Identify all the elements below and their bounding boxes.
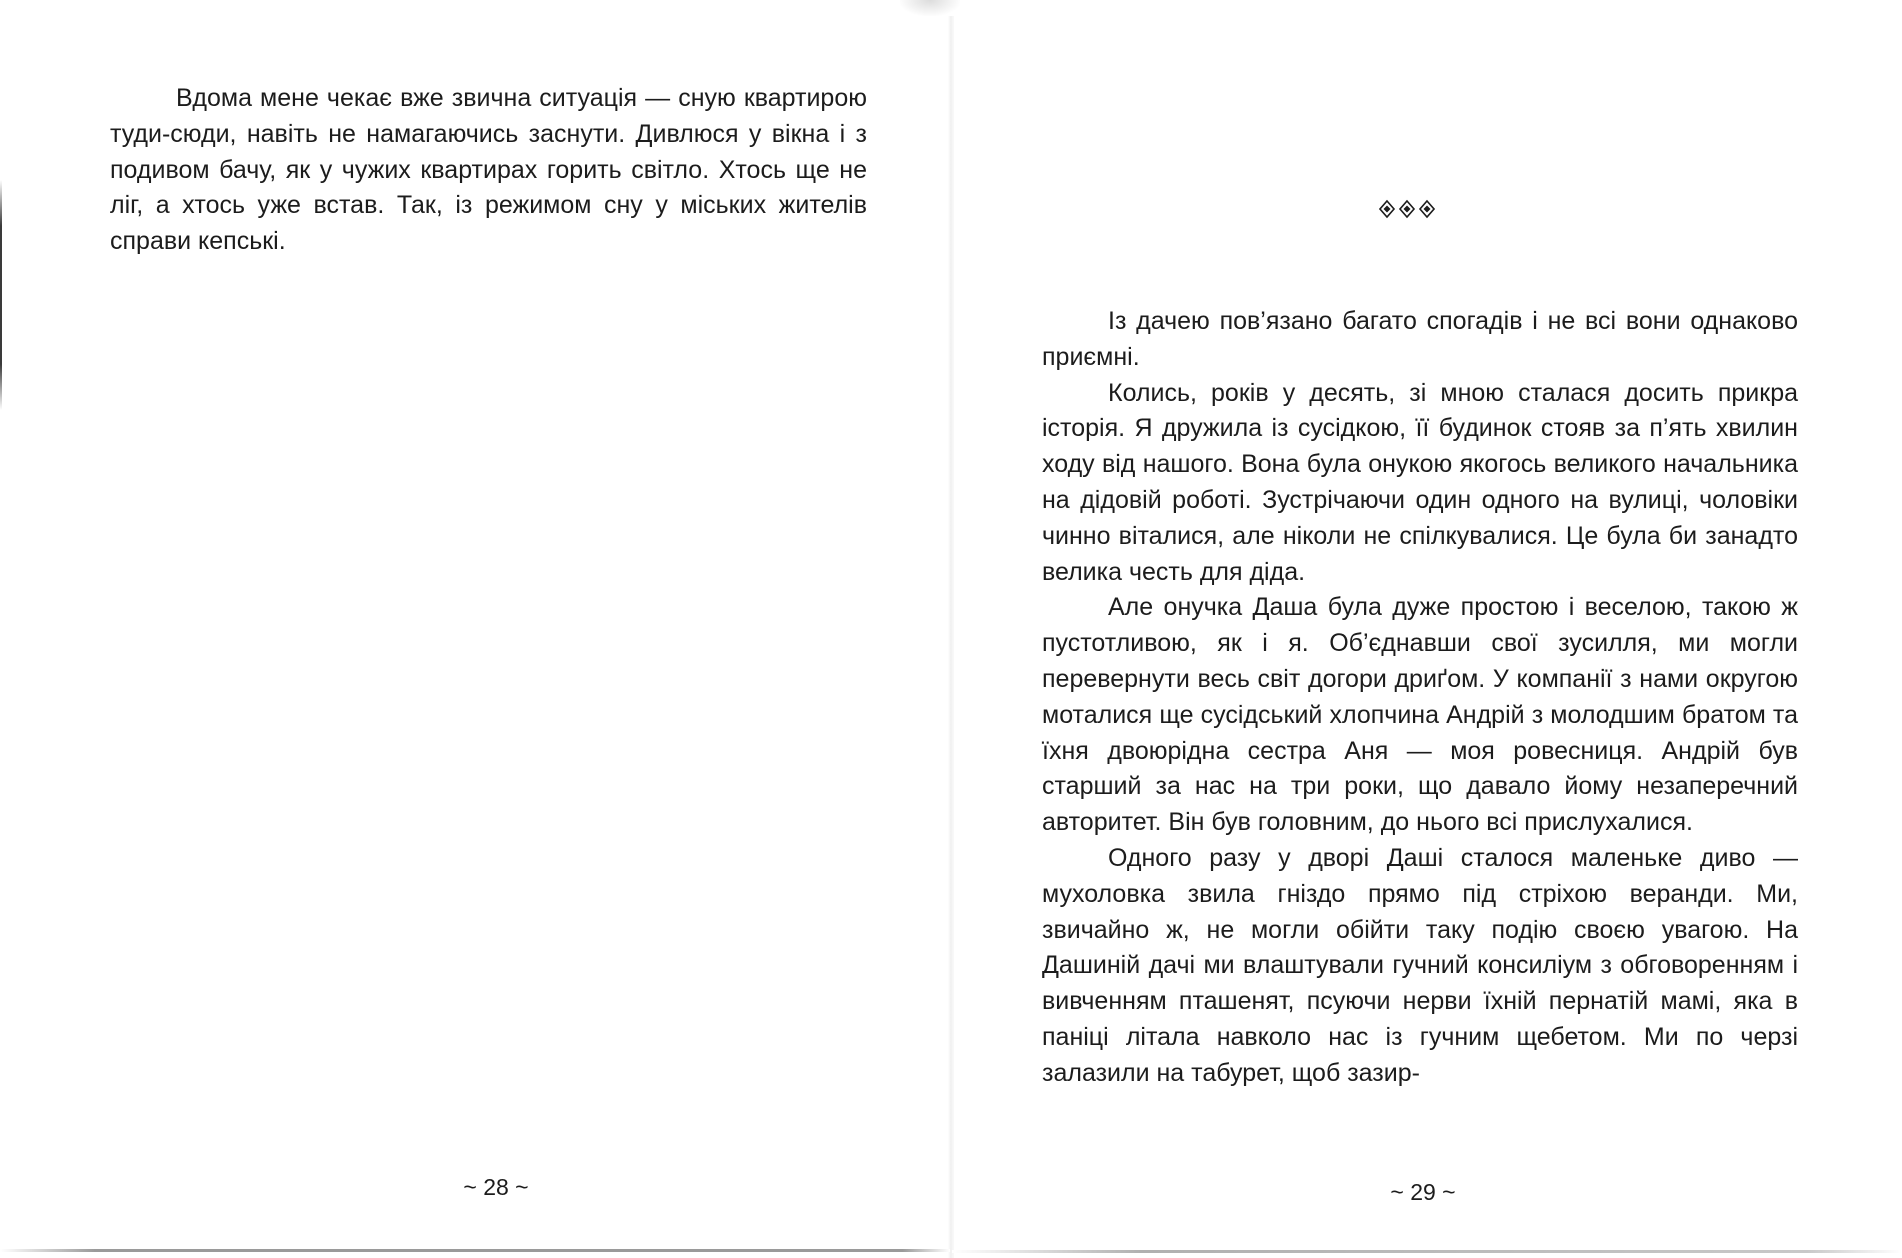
- gutter-shadow: [900, 0, 960, 16]
- paragraph: Але онучка Даша була дуже простою і веселою, такою ж пустотливою, як і я. Об’єднавши свої зусилля, ми могли перевернути весь світ догори дриґом. У компанії з нами округою моталися ще сусідський хлопчина Андрій з молодшим братом та їхня двоюрідна сестра Аня — моя ровесниця. Андрій був старший за нас на три роки, що давало йому незаперечний авторитет. Він був головним, до нього всі прислухалися.: [1042, 593, 1798, 837]
- page-number-left: ~ 28 ~: [463, 1174, 529, 1200]
- left-page-edge: [0, 180, 2, 410]
- bottom-edge-right: [952, 1250, 1902, 1253]
- paragraph: Одного разу у дворі Даші сталося маленьке диво — мухоловка звила гніздо прямо під стріхою веранди. Ми, звичайно ж, не могли обійти таку подію своєю увагою. На Дашиній дачі ми влаштували гучний консиліум з обговоренням і вивченням пташенят, псуючи нерви їхній пернатій мамі, яка в паніці літала навколо нас із гучним щебетом. Ми по черзі залазили на табурет, щоб зазир-: [1042, 843, 1798, 1087]
- left-page-text: [110, 81, 867, 260]
- left-page: [0, 0, 950, 1258]
- page-number-right: ~ 29 ~: [1390, 1179, 1456, 1205]
- paragraph: Вдома мене чекає вже звична ситуація — сную квартирою туди-сюди, навіть не намагаючись заснути. Дивлюся у вікна і з подивом бачу, як у чужих квартирах горить світло. Хтось ще не ліг, а хтось уже встав. Так, із режимом сну у міських жителів справи кепські.: [110, 84, 867, 256]
- paragraph: Із дачею пов’язано багато спогадів і не всі вони однаково приємні.: [1042, 307, 1798, 371]
- right-page: [952, 0, 1902, 1258]
- right-page-text: [1042, 304, 1798, 1092]
- paragraph: Колись, років у десять, зі мною сталася досить прикра історія. Я дружила із сусідкою, її будинок стояв за п’ять хвилин ходу від нашого. Вона була онукою якогось великого начальника на дідовій роботі. Зустрічаючи один одного на вулиці, чоловіки чинно віталися, але ніколи не спілкувалися. Це була би занадто велика честь для діда.: [1042, 378, 1798, 586]
- three-diamonds-icon: [1379, 197, 1435, 221]
- book-gutter: [948, 0, 954, 1258]
- bottom-edge-left: [0, 1249, 950, 1252]
